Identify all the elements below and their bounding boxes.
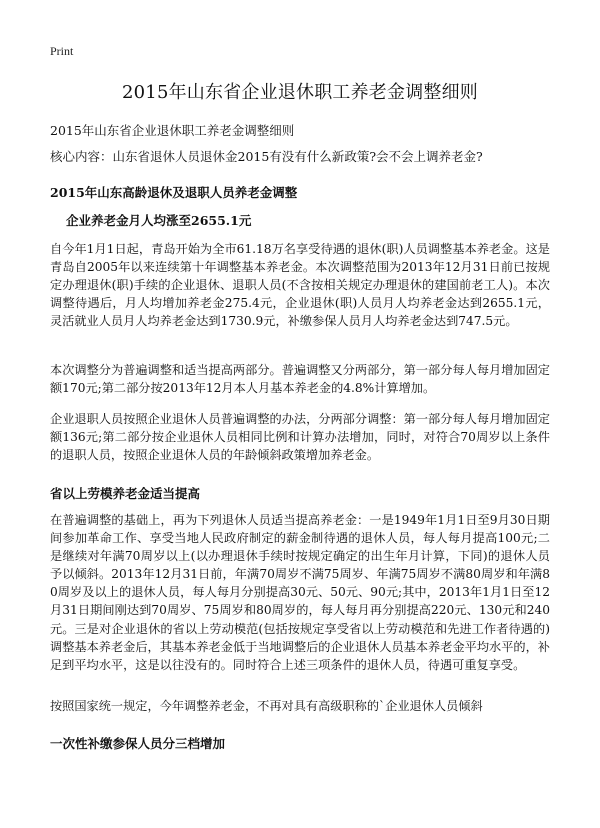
section-heading: 2015年山东高龄退休及退职人员养老金调整 bbox=[50, 185, 298, 200]
paragraph: 按照国家统一规定，今年调整养老金，不再对具有高级职称的`企业退休人员倾斜 bbox=[50, 699, 483, 713]
paragraph: 自今年1月1日起，青岛开始为全市61.18万名享受待遇的退休(职)人员调整基本养老金。这是青岛自2005年以来连续第十年调整基本养老金。本次调整范围为2013年12月31日前已按规定办理退休(职)手续的企业退休、退职人员(不含按相关规定办理退休的建国前老工人)。本次调整待遇后，月人均增加养老金275.4元，企业退休(职)人员月人均养老金达到2655.1元，灵活就业人员月人均养老金达到1730.9元，补缴参保人员月人均养老金达到747.5元。 bbox=[50, 242, 550, 329]
section-heading: 省以上劳模养老金适当提高 bbox=[50, 486, 201, 501]
page-title: 2015年山东省企业退休职工养老金调整细则 bbox=[121, 82, 478, 103]
paragraph: 企业退职人员按照企业退休人员普遍调整的办法，分两部分调整：第一部分每人每月增加固定额136元;第二部分按企业退休人员相同比例和计算办法增加，同时，对符合70周岁以上条件的退职人员，按照企业退休人员的年龄倾斜政策增加养老金。 bbox=[50, 412, 550, 463]
section-subheading: 企业养老金月人均涨至2655.1元 bbox=[66, 213, 252, 228]
article-summary: 核心内容：山东省退休人员退休金2015有没有什么新政策?会不会上调养老金? bbox=[50, 149, 483, 164]
section-heading: 一次性补缴参保人员分三档增加 bbox=[50, 736, 226, 751]
print-link[interactable]: Print bbox=[50, 44, 74, 58]
paragraph: 在普遍调整的基础上，再为下列退休人员适当提高养老金：一是1949年1月1日至9月30日期间参加革命工作、享受当地人民政府制定的薪金制待遇的退休人员，每人每月提高100元;二是继续对年满70周岁以上(以办理退休手续时按规定确定的出生年月计算，下同)的退休人员予以倾斜。2013年12月31日前，年满70周岁不满75周岁、年满75周岁不满80周岁和年满80周岁及以上的退休人员，每人每月分别提高30元、50元、90元;其中，2013年1月1日至12月31日期间刚达到70周岁、75周岁和80周岁的，每人每月再分别提高220元、130元和240元。三是对企业退休的省以上劳动模范(包括按规定享受省以上劳动模范和先进工作者待遇的)调整基本养老金后，其基本养老金低于当地调整后的企业退休人员基本养老金平均水平的，补足到平均水平，这是以往没有的。同时符合上述三项条件的退休人员，待遇可重复享受。 bbox=[50, 513, 550, 672]
paragraph: 本次调整分为普遍调整和适当提高两部分。普遍调整又分两部分，第一部分每人每月增加固定额170元;第二部分按2013年12月本人月基本养老金的4.8%计算增加。 bbox=[50, 363, 550, 396]
article-subtitle: 2015年山东省企业退休职工养老金调整细则 bbox=[50, 123, 295, 138]
